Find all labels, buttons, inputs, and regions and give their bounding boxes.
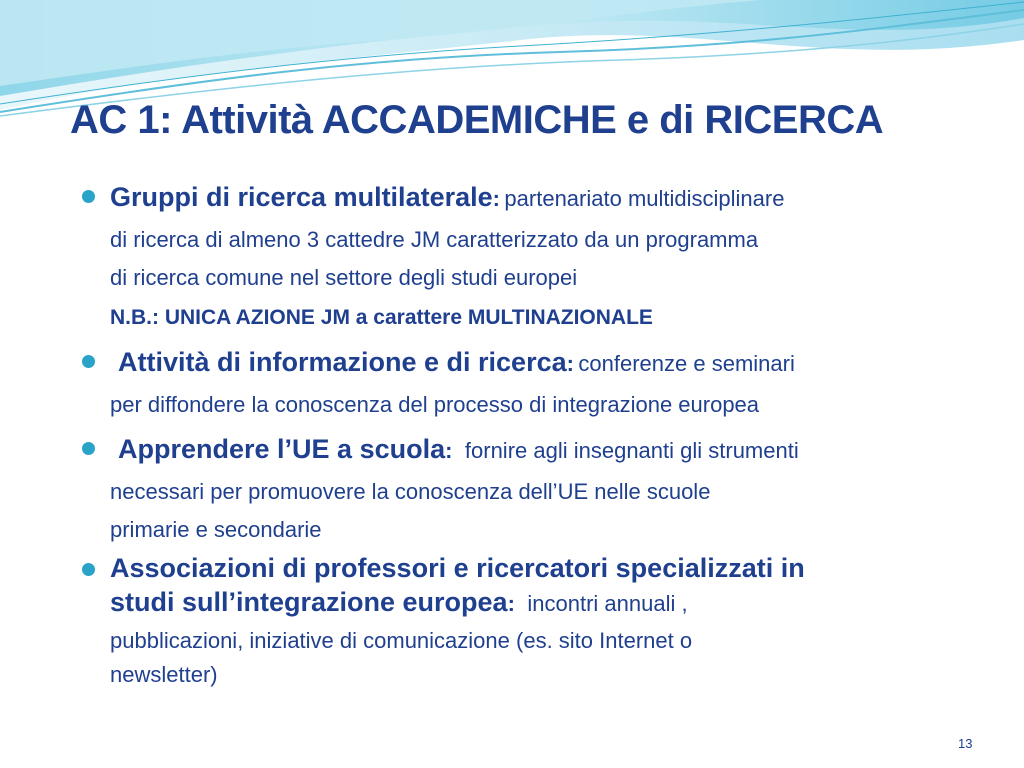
bullet-separator: :	[445, 438, 453, 463]
bullet-separator: :	[507, 591, 515, 616]
bullet-text: primarie e secondarie	[110, 517, 322, 542]
page-number: 13	[958, 736, 973, 751]
bullet-icon	[82, 563, 95, 576]
bullet-text: necessari per promuovere la conoscenza dell’UE nelle scuole	[110, 479, 711, 504]
bullet-text: newsletter)	[110, 662, 218, 687]
bullet-icon	[82, 190, 95, 203]
bullet-heading: Apprendere l’UE a scuola	[118, 434, 446, 464]
bullet-text: pubblicazioni, iniziative di comunicazione (es. sito Internet o	[110, 628, 693, 653]
bullet-text: di ricerca di almeno 3 cattedre JM caratterizzato da un programma	[110, 227, 759, 252]
bullet-text: partenariato multidisciplinare	[504, 186, 785, 211]
bullet-separator: :	[566, 351, 574, 376]
bullet-text: di ricerca comune nel settore degli studi europei	[110, 265, 578, 290]
bullet-item	[82, 551, 982, 692]
bullet-heading: studi sull’integrazione europea	[110, 587, 508, 617]
bullet-item	[82, 430, 982, 549]
bullet-item	[82, 178, 982, 333]
bullet-heading: Attività di informazione e di ricerca	[118, 347, 567, 377]
bullet-item	[82, 343, 982, 424]
bullet-icon	[82, 442, 95, 455]
bullet-heading: Associazioni di professori e ricercatori specializzati in	[110, 553, 805, 583]
bullet-note: N.B.: UNICA AZIONE JM a carattere MULTINAZIONALE	[110, 306, 653, 329]
bullet-list	[82, 178, 982, 692]
bullet-text: per diffondere la conoscenza del processo di integrazione europea	[110, 392, 760, 417]
bullet-text: incontri annuali ,	[527, 591, 688, 616]
slide-title: AC 1: Attività ACCADEMICHE e di RICERCA	[70, 98, 884, 142]
bullet-text: fornire agli insegnanti gli strumenti	[464, 438, 799, 463]
bullet-heading: Gruppi di ricerca multilaterale	[110, 182, 493, 212]
bullet-icon	[82, 355, 95, 368]
bullet-text: conferenze e seminari	[578, 351, 795, 376]
bullet-separator: :	[492, 186, 500, 211]
